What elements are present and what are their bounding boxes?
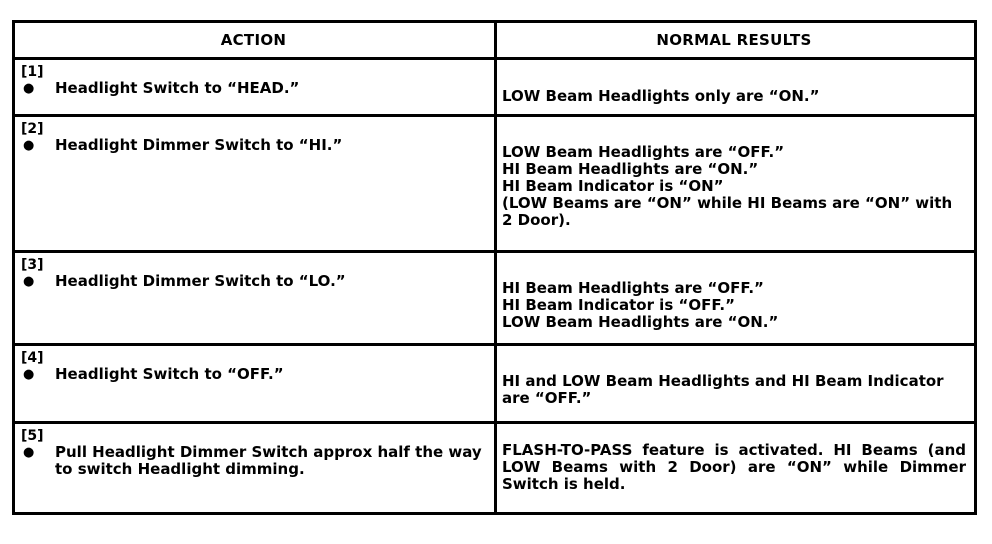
- step-number: [2]: [21, 121, 44, 137]
- result-cell: [497, 60, 974, 114]
- headlight-test-table: [12, 20, 977, 515]
- result-cell: [497, 117, 974, 250]
- action-cell: [15, 253, 497, 343]
- action-cell: [15, 424, 497, 512]
- result-line: (LOW Beams are “ON” while HI Beams are “ON” with 2 Door).: [502, 194, 953, 229]
- result-cell: [497, 424, 974, 512]
- table-row: [15, 114, 974, 250]
- table-header-row: [15, 23, 974, 57]
- action-text: Headlight Dimmer Switch to “LO.”: [55, 272, 346, 290]
- result-cell: [497, 253, 974, 343]
- result-line: HI Beam Headlights are “OFF.”: [502, 279, 764, 297]
- step-number: [5]: [21, 428, 44, 444]
- action-cell: [15, 117, 497, 250]
- action-text: Headlight Dimmer Switch to “HI.”: [55, 136, 343, 154]
- result-cell: [497, 346, 974, 421]
- bullet-icon: ●: [23, 81, 35, 96]
- header-normal-results: NORMAL RESULTS: [656, 30, 812, 49]
- bullet-icon: ●: [23, 445, 35, 460]
- result-line: FLASH-TO-PASS feature is activated. HI Beams (and LOW Beams with 2 Door) are “ON” while Dimmer Switch is held.: [502, 441, 966, 493]
- step-number: [4]: [21, 350, 44, 366]
- step-number: [3]: [21, 257, 44, 273]
- bullet-icon: ●: [23, 274, 35, 289]
- result-line: LOW Beam Headlights are “ON.”: [502, 313, 779, 331]
- action-text: Headlight Switch to “OFF.”: [55, 365, 284, 383]
- action-cell: [15, 60, 497, 114]
- table-row: [15, 421, 974, 512]
- table-row: [15, 343, 974, 421]
- bullet-icon: ●: [23, 367, 35, 382]
- table-row: [15, 250, 974, 343]
- result-line: HI Beam Headlights are “ON.”: [502, 160, 759, 178]
- action-text: Pull Headlight Dimmer Switch approx half the way to switch Headlight dimming.: [55, 443, 482, 478]
- action-text: Headlight Switch to “HEAD.”: [55, 79, 300, 97]
- table-row: [15, 57, 974, 114]
- result-line: HI Beam Indicator is “ON”: [502, 177, 724, 195]
- header-action: ACTION: [15, 23, 497, 57]
- result-line: LOW Beam Headlights only are “ON.”: [502, 87, 820, 105]
- bullet-icon: ●: [23, 138, 35, 153]
- result-line: HI Beam Indicator is “OFF.”: [502, 296, 735, 314]
- result-line: LOW Beam Headlights are “OFF.”: [502, 143, 785, 161]
- result-line: HI and LOW Beam Headlights and HI Beam Indicator are “OFF.”: [502, 372, 944, 407]
- step-number: [1]: [21, 64, 44, 80]
- action-cell: [15, 346, 497, 421]
